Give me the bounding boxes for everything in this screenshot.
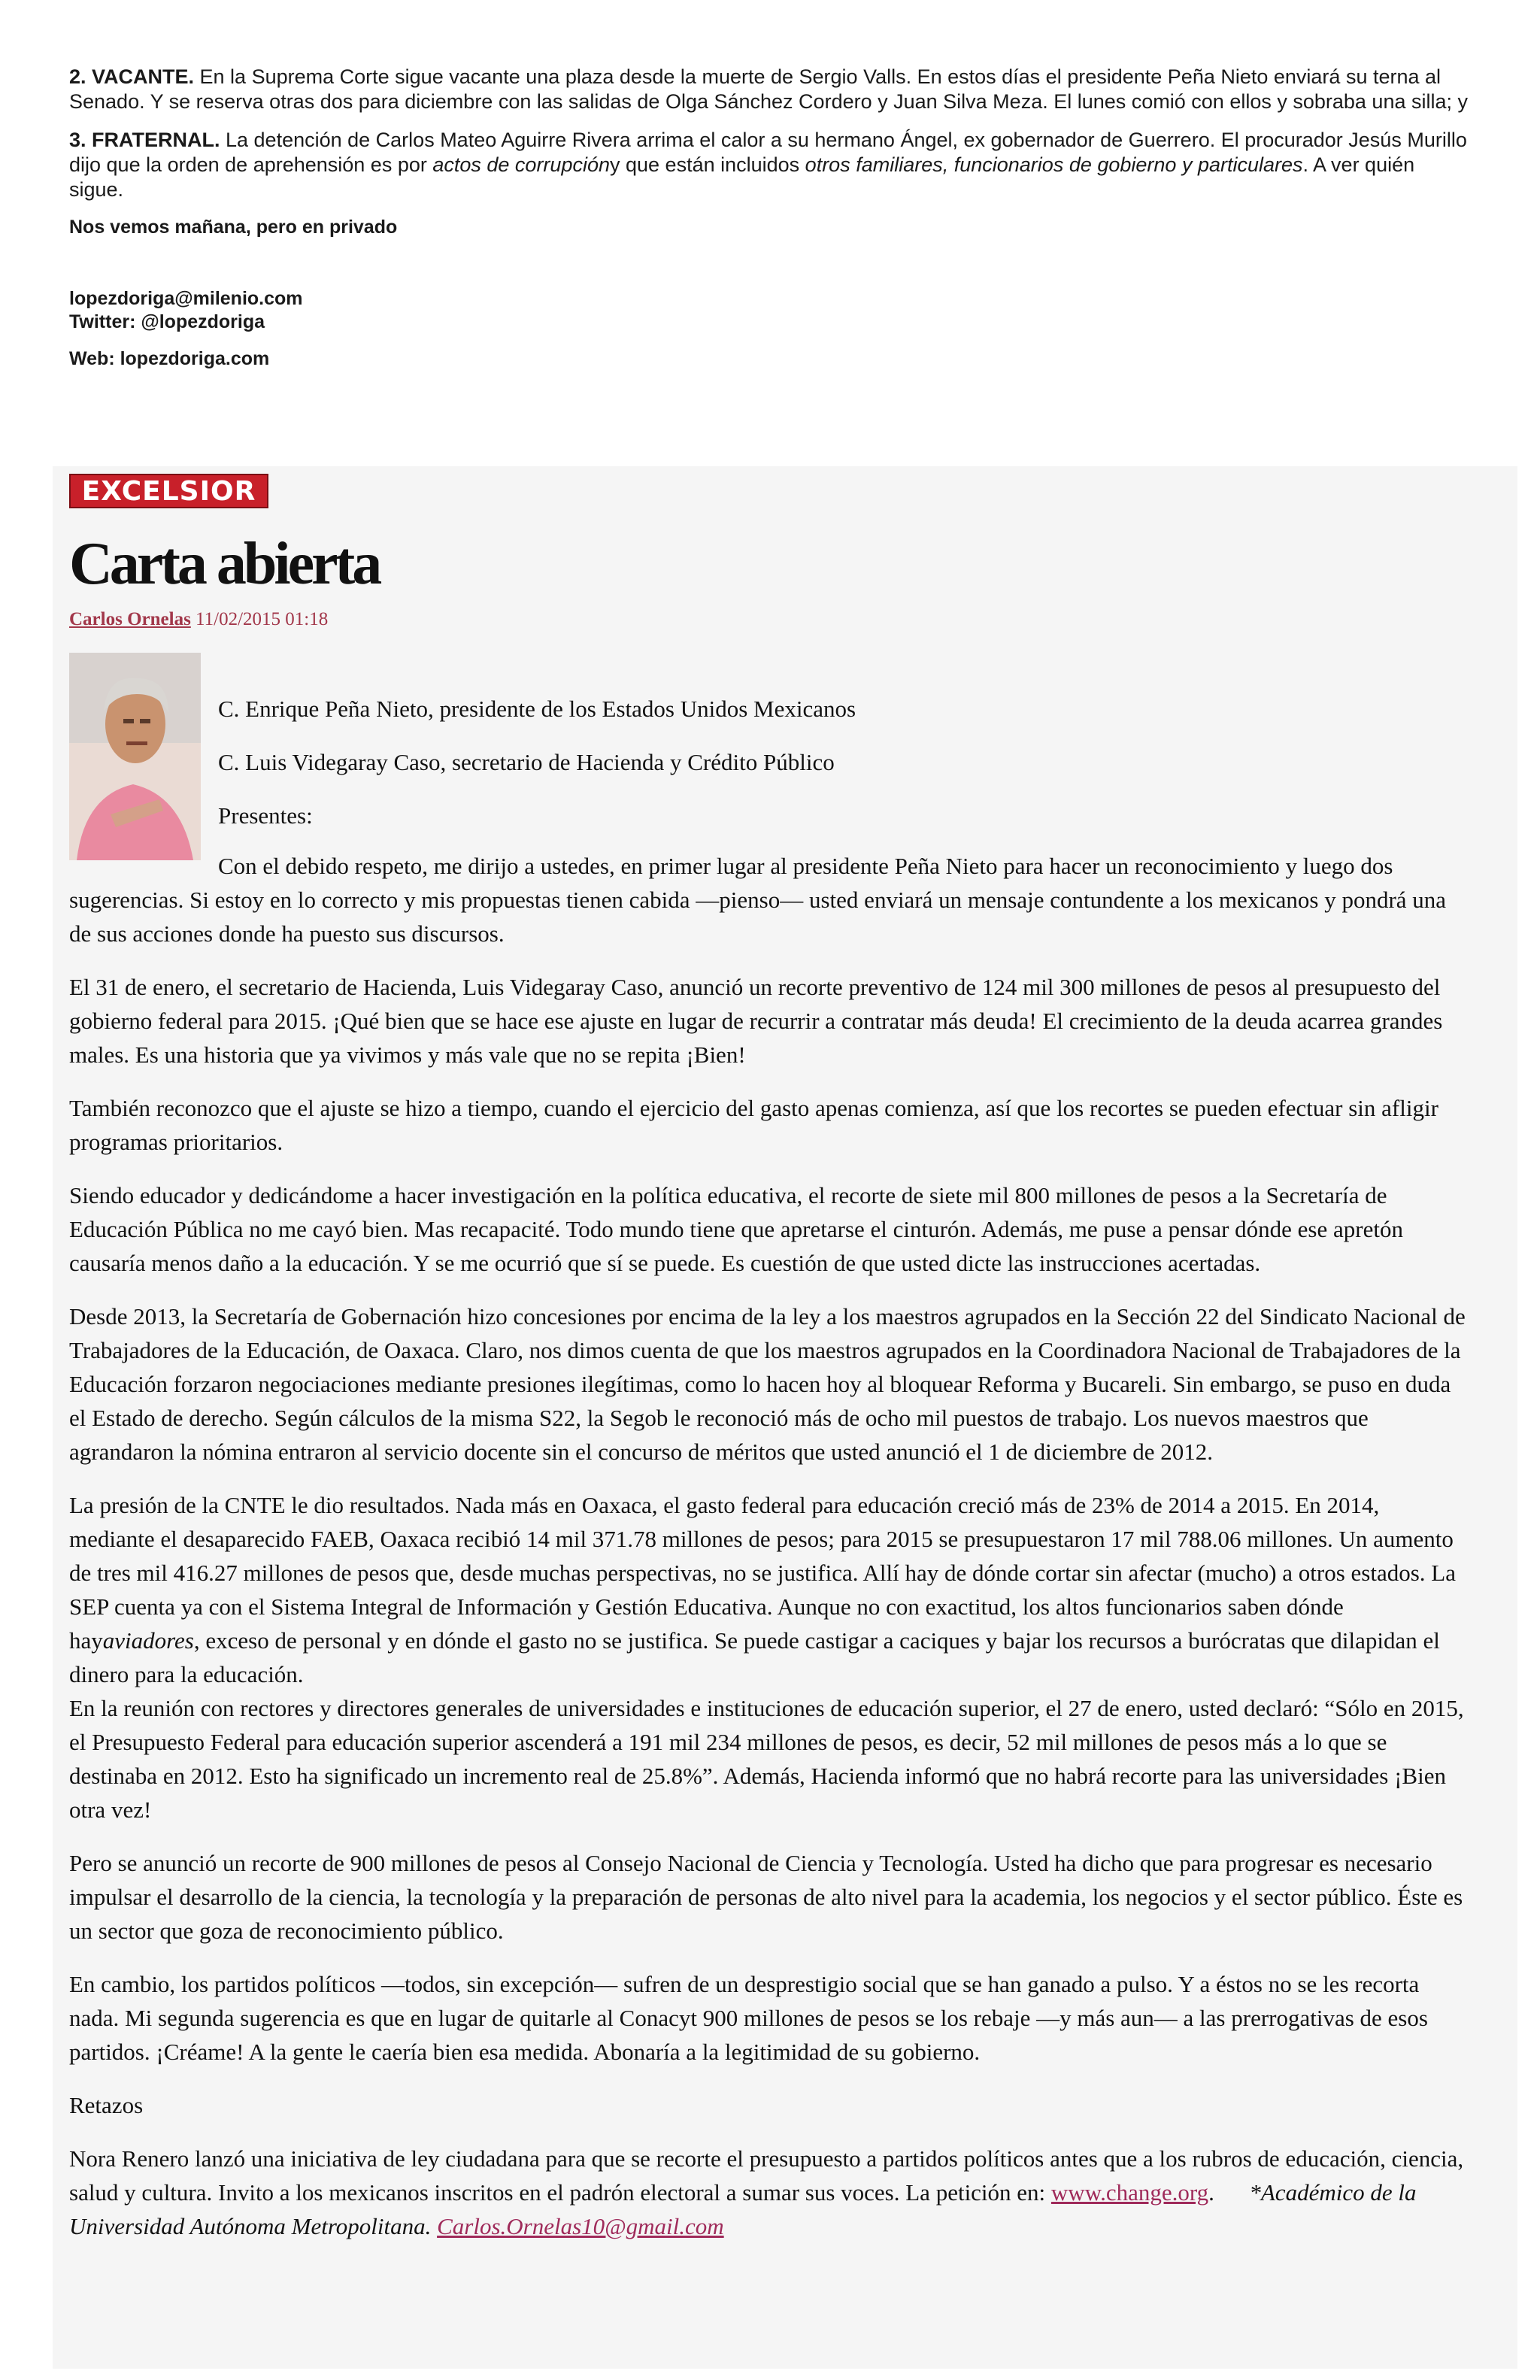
- greeting-president: C. Enrique Peña Nieto, presidente de los Estados Unidos Mexicanos: [218, 696, 856, 722]
- author-credit: *Académico de la Universidad Autónoma Metropolitana.: [69, 2179, 1417, 2239]
- paragraph: El 31 de enero, el secretario de Hacienda, Luis Videgaray Caso, anunció un recorte preventivo de 124 mil 300 millones de pesos al presupuesto del gobierno federal para 2015. ¡Qué bien que se hace ese ajuste en lugar de recurrir a contratar más deuda! El crecimiento de la deuda acarrea grandes males. Es una historia que ya vivimos y más vale que no se repita ¡Bien!: [69, 974, 1443, 1068]
- item-label: 3. FRATERNAL.: [69, 129, 220, 151]
- contact-web: Web: lopezdoriga.com: [69, 348, 270, 369]
- item-text: y que están incluidos: [610, 153, 805, 176]
- item-italic: actos de corrupción: [432, 153, 610, 176]
- item-fraternal: [69, 128, 1468, 202]
- paragraph: Siendo educador y dedicándome a hacer investigación en la política educativa, el recorte de siete mil 800 millones de pesos a la Secretaría de Educación Pública no me cayó bien. Mas recapacité. Todo mundo tiene que apretarse el cinturón. Además, me puse a pensar dónde ese apretón causaría menos daño a la educación. Y se me ocurrió que sí se puede. Es cuestión de que usted dicte las instrucciones acertadas.: [69, 1182, 1403, 1276]
- paragraph: [69, 1488, 1468, 1691]
- paragraph: En cambio, los partidos políticos —todos, sin excepción— sufren de un desprestigio social que se han ganado a pulso. Y a éstos no se les recorta nada. Mi segunda sugerencia es que en lugar de quitarle al Conacyt 900 millones de pesos se los rebaje —y más aun— a las prerrogativas de esos partidos. ¡Créame! A la gente le caería bien esa medida. Abonaría a la legitimidad de su gobierno.: [69, 1971, 1428, 2065]
- item-text: En la Suprema Corte sigue vacante una plaza desde la muerte de Sergio Valls. En estos días el presidente Peña Nieto enviará su terna al Senado. Y se reserva otras dos para diciembre con las salidas de Olga Sánchez Cordero y Juan Silva Meza. El lunes comió con ellos y sobraba una silla; y: [69, 65, 1468, 113]
- paragraph: [69, 849, 1468, 950]
- author-email-link[interactable]: Carlos.Ornelas10@gmail.com: [437, 2213, 724, 2239]
- section-heading-retazos: Retazos: [69, 2092, 144, 2118]
- change-org-link[interactable]: www.change.org: [1050, 2179, 1209, 2206]
- greeting-secretary: C. Luis Videgaray Caso, secretario de Hacienda y Crédito Público: [218, 749, 835, 775]
- paragraph-text: , exceso de personal y en dónde el gasto no se justifica. Se puede castigar a caciques y bajar los recursos a burócratas que dilapidan el dinero para la educación.: [69, 1627, 1440, 1687]
- paragraph-text: Nora Renero lanzó una iniciativa de ley ciudadana para que se recorte el presupuesto a partidos políticos antes que a los rubros de educación, ciencia, salud y cultura. Invito a los mexicanos inscritos en el padrón electoral a sumar sus voces. La petición en:: [69, 2145, 1464, 2206]
- item-italic: otros familiares, funcionarios de gobierno y particulares: [805, 153, 1303, 176]
- article-date: 11/02/2015 01:18: [190, 609, 329, 629]
- contact-email: lopezdoriga@milenio.com: [69, 288, 303, 309]
- article-body: [69, 692, 1468, 2263]
- paragraph: [69, 2142, 1468, 2243]
- paragraph-text: .: [1208, 2179, 1244, 2206]
- author-link[interactable]: Carlos Ornelas: [69, 609, 191, 629]
- byline: [69, 609, 328, 630]
- paragraph: En la reunión con rectores y directores generales de universidades e instituciones de educación superior, el 27 de enero, usted declaró: “Sólo en 2015, el Presupuesto Federal para educación superior ascenderá a 191 mil 234 millones de pesos, es decir, 52 mil millones de pesos más a lo que se destinaba en 2012. Esto ha significado un incremento real de 25.8%”. Además, Hacienda informó que no habrá recorte para las universidades ¡Bien otra vez!: [69, 1695, 1464, 1823]
- paragraph-text: La presión de la CNTE le dio resultados. Nada más en Oaxaca, el gasto federal para educación creció más de 23% de 2014 a 2015. En 2014, mediante el desaparecido FAEB, Oaxaca recibió 14 mil 371.78 millones de pesos; para 2015 se presupuestaron 17 mil 788.06 millones. Un aumento de tres mil 416.27 millones de pesos que, desde muchas perspectivas, no se justifica. Allí hay de dónde cortar sin afectar (mucho) a otros estados. La SEP cuenta ya con el Sistema Integral de Información y Gestión Educativa. Aunque no con exactitud, los altos funcionarios saben dónde hay: [69, 1492, 1456, 1654]
- paragraph-italic: aviadores: [102, 1627, 194, 1654]
- item-text: La detención de Carlos Mateo Aguirre Rivera arrima el calor a su hermano Ángel, ex gobernador de Guerrero. El procurador Jesús Murillo dijo que la orden de aprehensión es por: [69, 129, 1467, 176]
- greeting-presentes: Presentes:: [218, 802, 313, 829]
- paragraph: Pero se anunció un recorte de 900 millones de pesos al Consejo Nacional de Ciencia y Tecnología. Usted ha dicho que para progresar es necesario impulsar el desarrollo de la ciencia, la tecnología y la preparación de personas de alto nivel para la academia, los negocios y el sector público. Éste es un sector que goza de reconocimiento público.: [69, 1850, 1463, 1944]
- contact-twitter: Twitter: @lopezdoriga: [69, 311, 265, 332]
- paragraph: También reconozco que el ajuste se hizo a tiempo, cuando el ejercicio del gasto apenas comienza, así que los recortes se pueden efectuar sin afligir programas prioritarios.: [69, 1095, 1438, 1155]
- excelsior-logo: EXCELSIOR: [69, 474, 268, 508]
- article-title: Carta abierta: [69, 531, 380, 597]
- item-text: . A ver quién sigue.: [69, 153, 1415, 201]
- paragraph-text: Con el debido respeto, me dirijo a ustedes, en primer lugar al presidente Peña Nieto para hacer un reconocimiento y luego dos sugerencias. Si estoy en lo correcto y mis propuestas tienen cabida —pienso— usted enviará un mensaje contundente a los mexicanos y pondrá una de sus acciones donde ha puesto sus discursos.: [69, 853, 1447, 947]
- signoff: Nos vemos mañana, pero en privado: [69, 217, 398, 238]
- item-vacante: [69, 65, 1468, 114]
- top-column: [69, 65, 1468, 371]
- item-label: 2. VACANTE.: [69, 65, 195, 88]
- paragraph: Desde 2013, la Secretaría de Gobernación hizo concesiones por encima de la ley a los maestros agrupados en la Sección 22 del Sindicato Nacional de Trabajadores de la Educación, de Oaxaca. Claro, nos dimos cuenta de que los maestros agrupados en la Coordinadora Nacional de Trabajadores de la Educación forzaron negociaciones mediante presiones ilegítimas, como lo hacen hoy al bloquear Reforma y Bucareli. Sin embargo, se puso en duda el Estado de derecho. Según cálculos de la misma S22, la Segob le reconoció más de ocho mil puestos de trabajo. Los nuevos maestros que agrandaron la nómina entraron al servicio docente sin el concurso de méritos que usted anunció el 1 de diciembre de 2012.: [69, 1303, 1466, 1465]
